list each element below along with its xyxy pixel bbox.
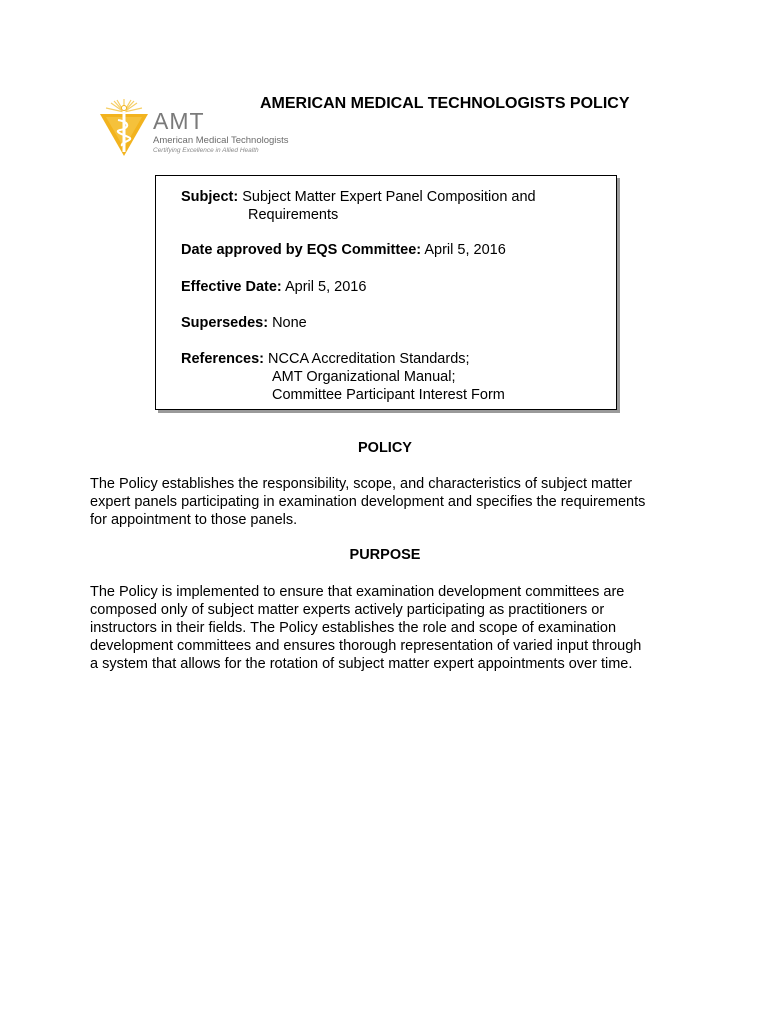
caduceus-logo-icon [96, 98, 152, 160]
references-label: References: [181, 351, 265, 367]
reference-item: AMT Organizational Manual; [272, 369, 456, 385]
subject-value: Subject Matter Expert Panel Composition and [242, 189, 536, 205]
purpose-line: instructors in their fields. The Policy establishes the role and scope of examination [90, 620, 617, 636]
subject-label: Subject: [181, 189, 239, 205]
purpose-paragraph [90, 583, 690, 673]
supersedes-value: None [272, 315, 307, 331]
date-approved-label: Date approved by EQS Committee: [181, 242, 422, 258]
supersedes-row [181, 314, 307, 332]
policy-info-box [155, 175, 617, 410]
supersedes-label: Supersedes: [181, 315, 269, 331]
date-approved-row [181, 241, 506, 259]
reference-item: Committee Participant Interest Form [272, 387, 505, 403]
policy-line: for appointment to those panels. [90, 512, 298, 528]
purpose-line: a system that allows for the rotation of subject matter expert appointments over time. [90, 656, 633, 672]
purpose-heading: PURPOSE [349, 547, 421, 563]
references-row [181, 350, 470, 368]
logo-tagline: Certifying Excellence in Allied Health [153, 147, 259, 154]
reference-item: NCCA Accreditation Standards; [268, 351, 470, 367]
date-approved-value: April 5, 2016 [424, 242, 506, 258]
policy-paragraph [90, 475, 690, 529]
effective-date-row [181, 278, 366, 296]
logo-abbreviation: AMT [153, 108, 205, 134]
document-title: AMERICAN MEDICAL TECHNOLOGISTS POLICY [260, 95, 630, 112]
policy-line: expert panels participating in examination development and specifies the requirements [90, 494, 646, 510]
subject-row [181, 188, 536, 206]
purpose-line: composed only of subject matter experts actively participating as practitioners or [90, 602, 605, 618]
effective-date-value: April 5, 2016 [284, 279, 367, 295]
subject-value-continued: Requirements [248, 207, 339, 223]
policy-line: The Policy establishes the responsibility, scope, and characteristics of subject matter [90, 476, 633, 492]
effective-date-label: Effective Date: [181, 279, 282, 295]
purpose-line: development committees and ensures thorough representation of varied input through [90, 638, 642, 654]
policy-heading: POLICY [358, 440, 412, 456]
logo-full-name: American Medical Technologists [153, 135, 289, 146]
purpose-line: The Policy is implemented to ensure that examination development committees are [90, 584, 625, 600]
